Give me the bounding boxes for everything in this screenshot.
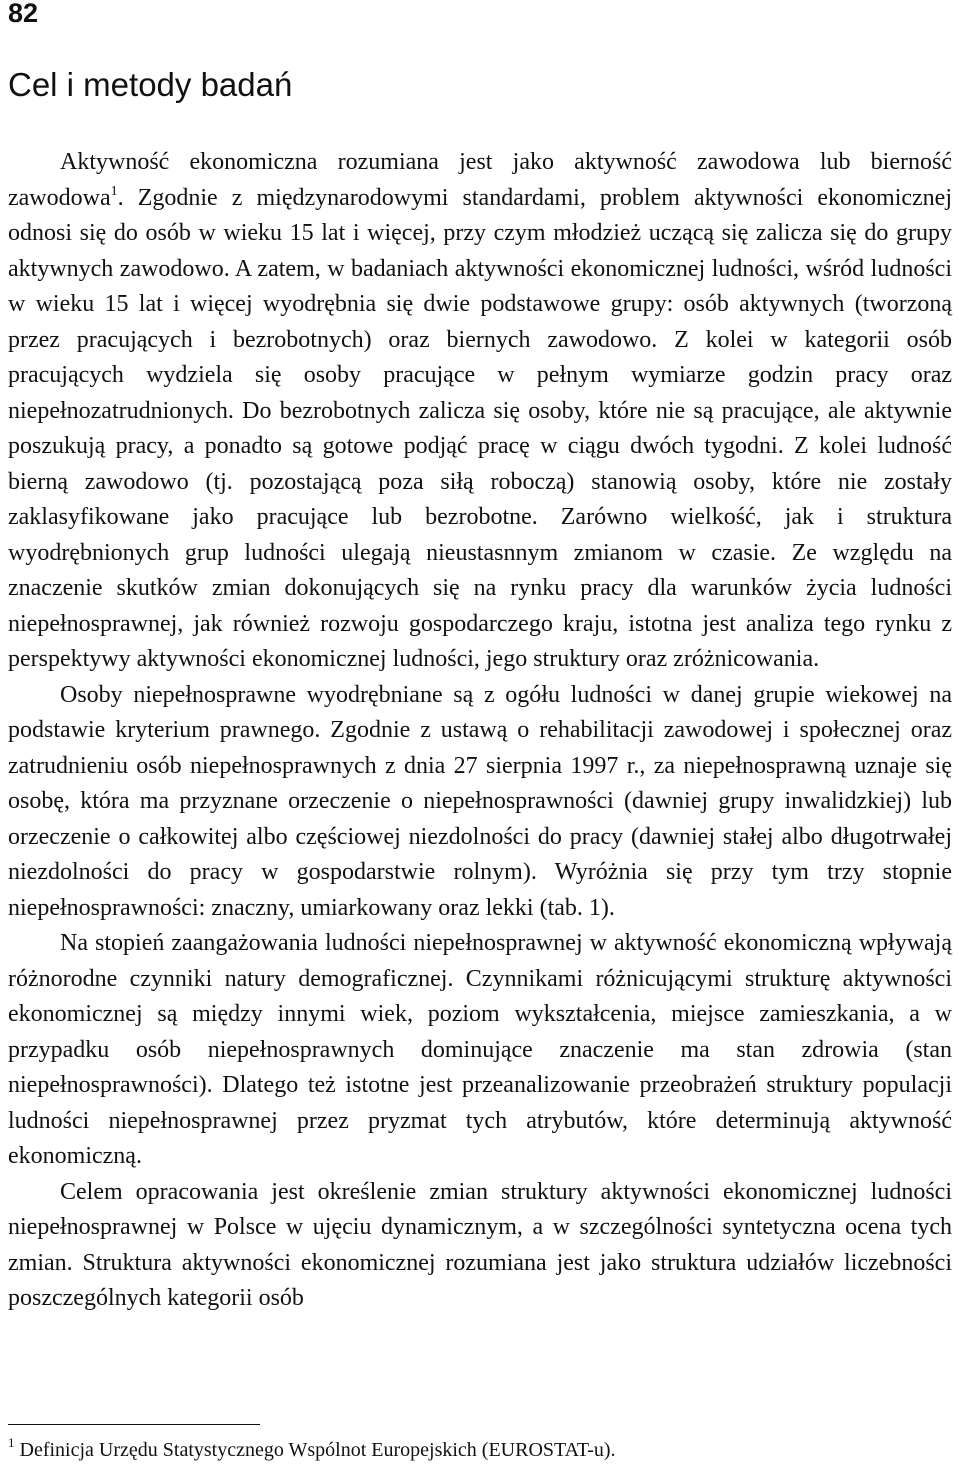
- footnote: [8, 1437, 616, 1463]
- footnote-text: Definicja Urzędu Statystycznego Wspólnot Europejskich (EUROSTAT-u).: [14, 1439, 616, 1461]
- body-text: [8, 145, 952, 1317]
- footnote-reference: 1: [110, 183, 118, 199]
- paragraph: Celem opracowania jest określenie zmian struktury aktywności ekonomicznej ludności niepełnosprawnej w Polsce w ujęciu dynamicznym, a w szczególności syntetyczna ocena tych zmian. Struktura aktywności ekonomicznej rozumiana jest jako struktura udziałów liczebności poszczególnych kategorii osób: [8, 1178, 952, 1311]
- section-heading: Cel i metody badań: [8, 66, 293, 103]
- paragraph-text: . Zgodnie z międzynarodowymi standardami, problem aktywności ekonomicznej odnosi się do osób w wieku 15 lat i więcej, przy czym młodzież uczącą się zalicza się do grupy aktywnych zawodowo. A zatem, w badaniach aktywności ekonomicznej ludności, wśród ludności w wieku 15 lat i więcej wyodrębnia się dwie podstawowe grupy: osób aktywnych (tworzoną przez pracujących i bezrobotnych) oraz biernych zawodowo. Z kolei w kategorii osób pracujących wydziela się osoby pracujące w pełnym wymiarze godzin pracy oraz niepełnozatrudnionych. Do bezrobotnych zalicza się osoby, które nie są pracujące, ale aktywnie poszukują pracy, a ponadto są gotowe podjąć pracę w ciągu dwóch tygodni. Z kolei ludność bierną zawodowo (tj. pozostającą poza siłą roboczą) stanowią osoby, które nie zostały zaklasyfikowane jako pracujące lub bezrobotne. Zarówno wielkość, jak i struktura wyodrębnionych grup ludności ulegają nieustasnnym zmianom w czasie. Ze względu na znaczenie skutków zmian dokonujących się na rynku pracy dla warunków życia ludności niepełnosprawnej, jak również rozwoju gospodarczego kraju, istotna jest analiza tego rynku z perspektywy aktywności ekonomicznej ludności, jego struktury oraz zróżnicowania.: [8, 184, 952, 672]
- paragraph: Osoby niepełnosprawne wyodrębniane są z ogółu ludności w danej grupie wiekowej na podstawie kryterium prawnego. Zgodnie z ustawą o rehabilitacji zawodowej i społecznej oraz zatrudnieniu osób niepełnosprawnych z dnia 27 sierpnia 1997 r., za niepełnosprawną uznaje się osobę, która ma przyznane orzeczenie o niepełnosprawności (dawniej grupy inwalidzkiej) lub orzeczenie o całkowitej albo częściowej niezdolności do pracy (dawniej stałej albo długotrwałej niezdolności do pracy w gospodarstwie rolnym). Wyróżnia się przy tym trzy stopnie niepełnosprawności: znaczny, umiarkowany oraz lekki (tab. 1).: [8, 681, 952, 921]
- footnote-number: 1: [8, 1435, 15, 1450]
- page-number: 82: [8, 0, 39, 28]
- paragraph: [8, 145, 952, 678]
- paragraph-text: Aktywność ekonomiczna rozumiana jest jako aktywność zawodowa lub bierność zawodowa: [8, 149, 952, 211]
- footnote-divider: [8, 1424, 260, 1425]
- paragraph: Na stopień zaangażowania ludności niepełnosprawnej w aktywność ekonomiczną wpływają różnorodne czynniki natury demograficznej. Czynnikami różnicującymi strukturę aktywności ekonomicznej są między innymi wiek, poziom wykształcenia, miejsce zamieszkania, a w przypadku osób niepełnosprawnych dominujące znaczenie ma stan zdrowia (stan niepełnosprawności). Dlatego też istotne jest przeanalizowanie przeobrażeń struktury populacji ludności niepełnosprawnej przez pryzmat tych atrybutów, które determinują aktywność ekonomiczną.: [8, 930, 952, 1169]
